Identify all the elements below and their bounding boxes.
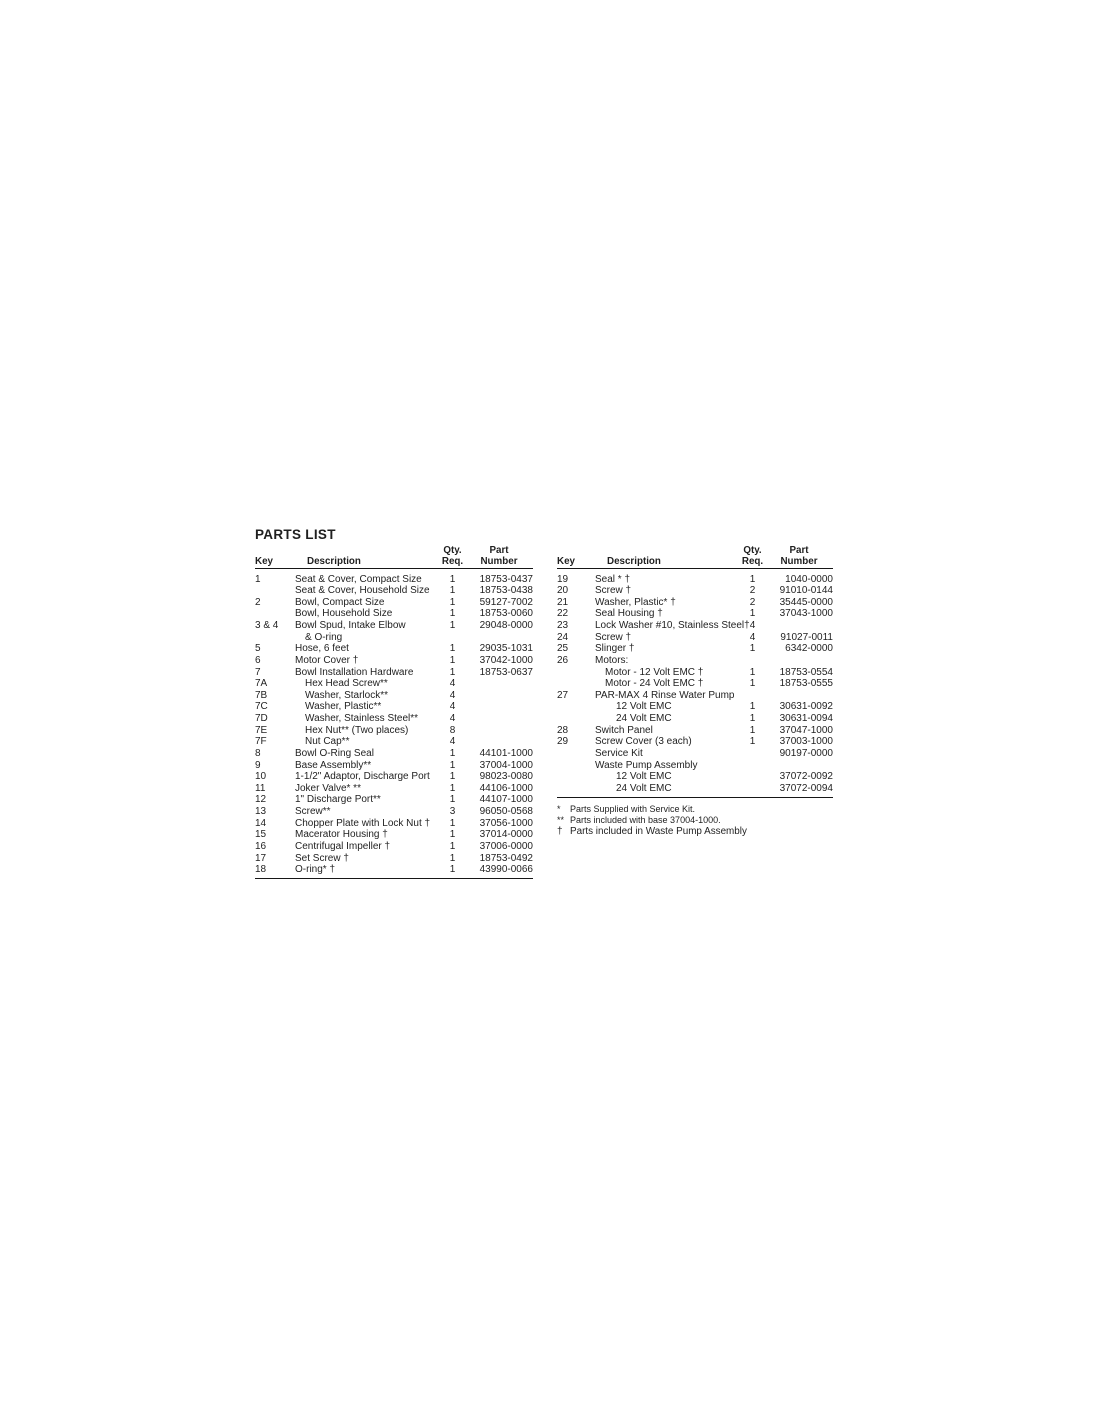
header-row-1 <box>557 545 833 556</box>
part-number-cell: 37042-1000 <box>479 654 533 666</box>
key-cell <box>255 632 295 644</box>
key-cell: 8 <box>255 747 261 759</box>
key-cell: 22 <box>557 608 569 620</box>
key-cell <box>557 760 595 772</box>
qty-cell: 4 <box>749 631 756 643</box>
key-cell <box>557 667 595 679</box>
part-number-cell <box>465 690 533 702</box>
part-number-cell: 30631-0094 <box>779 713 833 724</box>
qty-cell: 3 <box>449 806 456 817</box>
description-cell: Hex Nut** (Two places) <box>305 724 409 736</box>
header-row-2 <box>557 556 833 567</box>
table-row <box>255 667 533 679</box>
part-number-cell: 30631-0092 <box>779 701 833 713</box>
description-cell: Seal Housing † <box>595 608 663 620</box>
table-row <box>255 864 533 876</box>
description-cell: Seat & Cover, Compact Size <box>295 573 422 585</box>
table-row <box>557 748 833 760</box>
key-cell <box>255 608 295 620</box>
qty-cell: 1 <box>749 608 756 620</box>
description-cell: Slinger † <box>595 643 635 655</box>
footnote-service-kit <box>557 804 833 815</box>
qty-cell: 1 <box>449 596 456 608</box>
part-number-cell <box>765 620 833 632</box>
part-number-cell: 91027-0011 <box>780 631 833 643</box>
table-row <box>255 632 533 644</box>
key-cell: 7B <box>255 689 268 701</box>
qty-cell <box>740 655 765 667</box>
part-number-cell <box>765 760 833 772</box>
part-number-cell: 37047-1000 <box>779 724 833 736</box>
qty-header-line1: Qty. <box>743 545 762 556</box>
qty-cell <box>740 760 765 772</box>
part-number-cell: 37043-1000 <box>779 608 833 620</box>
table-row <box>557 597 833 609</box>
description-cell: Washer, Plastic** <box>305 701 382 713</box>
table-row <box>557 632 833 644</box>
description-cell: & O-ring <box>305 631 343 643</box>
table-row <box>255 701 533 713</box>
parts-table-left <box>255 545 533 879</box>
footnote-marker: ** <box>557 815 565 826</box>
table-row <box>255 690 533 702</box>
key-cell: 17 <box>255 852 267 864</box>
key-cell <box>557 678 595 690</box>
footnote-text: Parts included in Waste Pump Assembly <box>570 826 747 838</box>
description-cell: Bowl Installation Hardware <box>295 666 414 678</box>
part-number-cell <box>465 632 533 644</box>
description-cell: Chopper Plate with Lock Nut † <box>295 817 431 829</box>
table-row <box>557 783 833 795</box>
table-row <box>255 853 533 865</box>
description-cell: Lock Washer #10, Stainless Steel† <box>595 620 750 631</box>
table-row <box>255 841 533 853</box>
qty-cell: 1 <box>449 759 456 771</box>
part-number-cell: 18753-0555 <box>779 678 833 690</box>
table-row <box>255 585 533 597</box>
description-cell: Motor Cover † <box>295 654 359 666</box>
part-number-cell <box>465 678 533 690</box>
qty-header-line1: Qty. <box>443 545 462 556</box>
description-cell: 24 Volt EMC <box>616 713 672 724</box>
table-row <box>255 574 533 586</box>
part-header-line1: Part <box>489 545 509 556</box>
table-row <box>557 690 833 702</box>
parts-table-right <box>557 545 833 838</box>
key-cell: 9 <box>255 759 261 771</box>
description-cell: Motor - 12 Volt EMC † <box>605 666 704 678</box>
part-number-cell: 37004-1000 <box>479 759 533 771</box>
footnote-text: Parts included with base 37004-1000. <box>570 815 721 826</box>
description-cell: PAR-MAX 4 Rinse Water Pump <box>595 689 735 701</box>
page-title: PARTS LIST <box>255 527 336 542</box>
part-number-cell <box>465 725 533 737</box>
description-cell: Bowl Spud, Intake Elbow <box>295 620 406 631</box>
part-number-cell: 18753-0637 <box>479 666 533 678</box>
part-number-cell: 44101-1000 <box>479 747 533 759</box>
qty-cell: 4 <box>449 736 456 748</box>
description-cell: 24 Volt EMC <box>616 782 672 794</box>
part-number-cell <box>465 713 533 725</box>
table-body-right <box>557 569 833 794</box>
key-cell: 16 <box>255 840 267 852</box>
qty-cell: 1 <box>449 771 456 783</box>
table-row <box>255 608 533 620</box>
qty-cell: 1 <box>449 829 456 841</box>
qty-cell <box>740 771 765 783</box>
part-number-cell: 18753-0554 <box>779 666 833 678</box>
key-cell: 13 <box>255 806 267 817</box>
description-cell: Waste Pump Assembly <box>595 759 698 771</box>
table-row <box>557 620 833 632</box>
key-cell: 7E <box>255 724 268 736</box>
description-cell: Bowl, Household Size <box>295 608 393 620</box>
part-number-cell: 96050-0568 <box>479 806 533 817</box>
key-cell <box>557 771 595 783</box>
qty-cell <box>440 632 465 644</box>
description-cell: Screw** <box>295 806 331 817</box>
qty-cell <box>740 748 765 760</box>
parts-list-content <box>255 527 855 879</box>
table-row <box>557 643 833 655</box>
part-number-cell: 37072-0094 <box>779 782 833 794</box>
qty-cell: 4 <box>449 678 456 690</box>
qty-cell: 1 <box>749 678 756 690</box>
description-cell: 12 Volt EMC <box>616 701 672 713</box>
key-cell: 24 <box>557 631 569 643</box>
description-header: Description <box>307 556 361 567</box>
description-cell: Screw † <box>595 631 632 643</box>
part-number-cell: 37072-0092 <box>779 771 833 783</box>
qty-cell: 1 <box>449 643 456 655</box>
qty-cell: 1 <box>449 817 456 829</box>
qty-cell: 1 <box>449 573 456 585</box>
part-number-cell: 91010-0144 <box>779 585 833 597</box>
table-row <box>557 678 833 690</box>
part-number-cell: 18753-0437 <box>479 573 533 585</box>
description-cell: Motors: <box>595 654 629 666</box>
qty-cell <box>740 783 765 795</box>
table-row <box>557 655 833 667</box>
part-number-cell: 90197-0000 <box>779 747 833 759</box>
header-spacer <box>255 545 295 556</box>
part-number-cell: 29035-1031 <box>479 643 533 655</box>
description-cell: Joker Valve* ** <box>295 782 361 794</box>
qty-cell: 1 <box>749 666 756 678</box>
footnote-text: Parts Supplied with Service Kit. <box>570 803 696 814</box>
table-row <box>255 725 533 737</box>
qty-cell: 2 <box>749 585 756 597</box>
description-cell: Service Kit <box>595 747 643 759</box>
key-cell: 2 <box>255 596 261 608</box>
table-row <box>557 667 833 679</box>
footnote-waste-pump <box>557 826 833 837</box>
table-row <box>557 608 833 620</box>
description-cell: Hex Head Screw** <box>305 678 388 690</box>
description-cell: Switch Panel <box>595 724 653 736</box>
description-cell: O-ring* † <box>295 864 336 876</box>
description-cell: Motor - 24 Volt EMC † <box>605 678 704 690</box>
footnote-base <box>557 815 833 826</box>
qty-cell: 2 <box>749 596 756 608</box>
key-cell <box>255 585 295 597</box>
key-cell: 10 <box>255 771 267 783</box>
key-cell: 14 <box>255 817 267 829</box>
qty-cell: 1 <box>449 666 456 678</box>
description-cell: Hose, 6 feet <box>295 643 349 655</box>
key-cell: 15 <box>255 829 267 841</box>
header-spacer <box>295 545 440 556</box>
key-cell: 21 <box>557 596 569 608</box>
key-cell: 19 <box>557 573 569 585</box>
key-cell: 6 <box>255 654 261 666</box>
description-cell: Bowl O-Ring Seal <box>295 747 374 759</box>
key-cell: 25 <box>557 643 569 655</box>
qty-header-line2: Req. <box>441 556 464 567</box>
key-cell: 3 & 4 <box>255 620 279 631</box>
key-cell <box>557 713 595 725</box>
table-row <box>557 713 833 725</box>
key-cell: 28 <box>557 724 569 736</box>
table-row <box>255 748 533 760</box>
table-row <box>255 736 533 748</box>
table-bottom-rule-left <box>255 878 533 879</box>
table-row <box>557 725 833 737</box>
table-header-right <box>557 545 833 569</box>
qty-cell: 1 <box>749 713 756 724</box>
description-header: Description <box>607 556 661 567</box>
table-row <box>255 643 533 655</box>
header-row-2 <box>255 556 533 567</box>
description-cell: Washer, Starlock** <box>305 689 388 701</box>
table-header-left <box>255 545 533 569</box>
table-row <box>557 701 833 713</box>
qty-cell: 1 <box>749 643 756 655</box>
table-row <box>255 713 533 725</box>
key-cell <box>557 783 595 795</box>
part-number-cell: 18753-0492 <box>479 852 533 864</box>
table-row <box>255 760 533 772</box>
description-cell: Base Assembly** <box>295 759 372 771</box>
part-number-cell: 6342-0000 <box>785 643 833 655</box>
qty-cell: 1 <box>449 782 456 794</box>
table-row <box>557 736 833 748</box>
description-cell: Nut Cap** <box>305 736 350 748</box>
key-cell <box>557 748 595 760</box>
qty-cell: 1 <box>449 747 456 759</box>
table-row <box>255 597 533 609</box>
header-spacer <box>557 545 595 556</box>
table-row <box>255 818 533 830</box>
key-cell: 7 <box>255 666 261 678</box>
table-row <box>255 783 533 795</box>
qty-cell: 4 <box>449 701 456 713</box>
key-cell: 7C <box>255 701 268 713</box>
table-row <box>557 771 833 783</box>
part-number-cell: 1040-0000 <box>785 573 833 585</box>
description-cell: Seat & Cover, Household Size <box>295 585 430 597</box>
part-number-cell: 59127-7002 <box>479 596 533 608</box>
part-number-cell: 37003-1000 <box>779 736 833 748</box>
qty-cell: 1 <box>449 864 456 876</box>
part-header-line2: Number <box>480 556 518 567</box>
part-number-cell <box>765 655 833 667</box>
description-cell: Macerator Housing † <box>295 829 388 841</box>
description-cell: Screw Cover (3 each) <box>595 736 692 748</box>
qty-cell: 1 <box>749 573 756 585</box>
part-number-cell: 37006-0000 <box>479 840 533 852</box>
key-cell <box>557 701 595 713</box>
description-cell: Set Screw † <box>295 852 349 864</box>
description-cell: 1" Discharge Port** <box>295 794 381 806</box>
part-number-cell <box>465 736 533 748</box>
key-cell: 12 <box>255 794 267 806</box>
table-row <box>255 806 533 818</box>
qty-cell: 1 <box>449 852 456 864</box>
description-cell: Screw † <box>595 585 632 597</box>
description-cell: Seal * † <box>595 573 631 585</box>
key-cell: 18 <box>255 864 267 876</box>
qty-cell: 1 <box>449 794 456 806</box>
key-cell: 7F <box>255 736 267 748</box>
qty-cell: 4 <box>449 713 456 724</box>
table-bottom-rule-right <box>557 797 833 798</box>
qty-cell: 8 <box>449 724 456 736</box>
key-cell: 11 <box>255 782 266 794</box>
description-cell: Centrifugal Impeller † <box>295 840 391 852</box>
part-number-cell: 44106-1000 <box>479 782 533 794</box>
table-row <box>255 678 533 690</box>
qty-cell: 1 <box>449 585 456 597</box>
key-cell: 1 <box>255 573 261 585</box>
part-number-cell: 18753-0060 <box>479 608 533 620</box>
qty-cell <box>740 690 765 702</box>
table-row <box>557 574 833 586</box>
part-number-cell: 98023-0080 <box>479 771 533 783</box>
table-row <box>255 620 533 632</box>
description-cell: 1-1/2" Adaptor, Discharge Port <box>295 771 430 783</box>
part-number-cell: 29048-0000 <box>479 620 533 631</box>
footnote-marker: † <box>557 826 563 838</box>
table-row <box>557 585 833 597</box>
part-number-cell: 18753-0438 <box>479 585 533 597</box>
header-spacer <box>595 545 740 556</box>
key-cell: 23 <box>557 620 569 631</box>
part-number-cell: 44107-1000 <box>479 794 533 806</box>
description-cell: Washer, Plastic* † <box>595 596 676 608</box>
tables-wrapper <box>255 545 855 879</box>
qty-cell: 1 <box>749 736 756 748</box>
part-header-line2: Number <box>780 556 818 567</box>
part-number-cell <box>465 701 533 713</box>
table-row <box>255 771 533 783</box>
key-cell: 29 <box>557 736 569 748</box>
qty-cell: 1 <box>749 701 756 713</box>
table-row <box>255 655 533 667</box>
qty-header-line2: Req. <box>741 556 764 567</box>
qty-cell: 1 <box>449 620 456 631</box>
key-cell: 27 <box>557 689 569 701</box>
header-row-1 <box>255 545 533 556</box>
qty-cell: 1 <box>749 724 756 736</box>
qty-cell: 1 <box>449 840 456 852</box>
table-row <box>557 760 833 772</box>
key-cell: 7A <box>255 678 268 690</box>
description-cell: 12 Volt EMC <box>616 771 672 783</box>
footnotes <box>557 804 833 838</box>
key-cell: 5 <box>255 643 261 655</box>
key-cell: 7D <box>255 713 268 724</box>
key-header: Key <box>255 556 273 567</box>
part-number-cell: 37014-0000 <box>479 829 533 841</box>
part-number-cell: 37056-1000 <box>479 817 533 829</box>
key-header: Key <box>557 556 575 567</box>
part-header-line1: Part <box>789 545 809 556</box>
part-number-cell: 43990-0066 <box>479 864 533 876</box>
part-number-cell: 35445-0000 <box>779 596 833 608</box>
qty-cell: 1 <box>449 654 456 666</box>
description-cell: Washer, Stainless Steel** <box>305 713 419 724</box>
table-row <box>255 829 533 841</box>
table-row <box>255 794 533 806</box>
qty-cell: 1 <box>449 608 456 620</box>
description-cell: Bowl, Compact Size <box>295 596 385 608</box>
key-cell: 20 <box>557 585 569 597</box>
footnote-marker: * <box>557 803 561 814</box>
part-number-cell <box>765 690 833 702</box>
key-cell: 26 <box>557 654 569 666</box>
qty-cell: 4 <box>749 620 756 631</box>
table-body-left <box>255 569 533 876</box>
qty-cell: 4 <box>449 689 456 701</box>
